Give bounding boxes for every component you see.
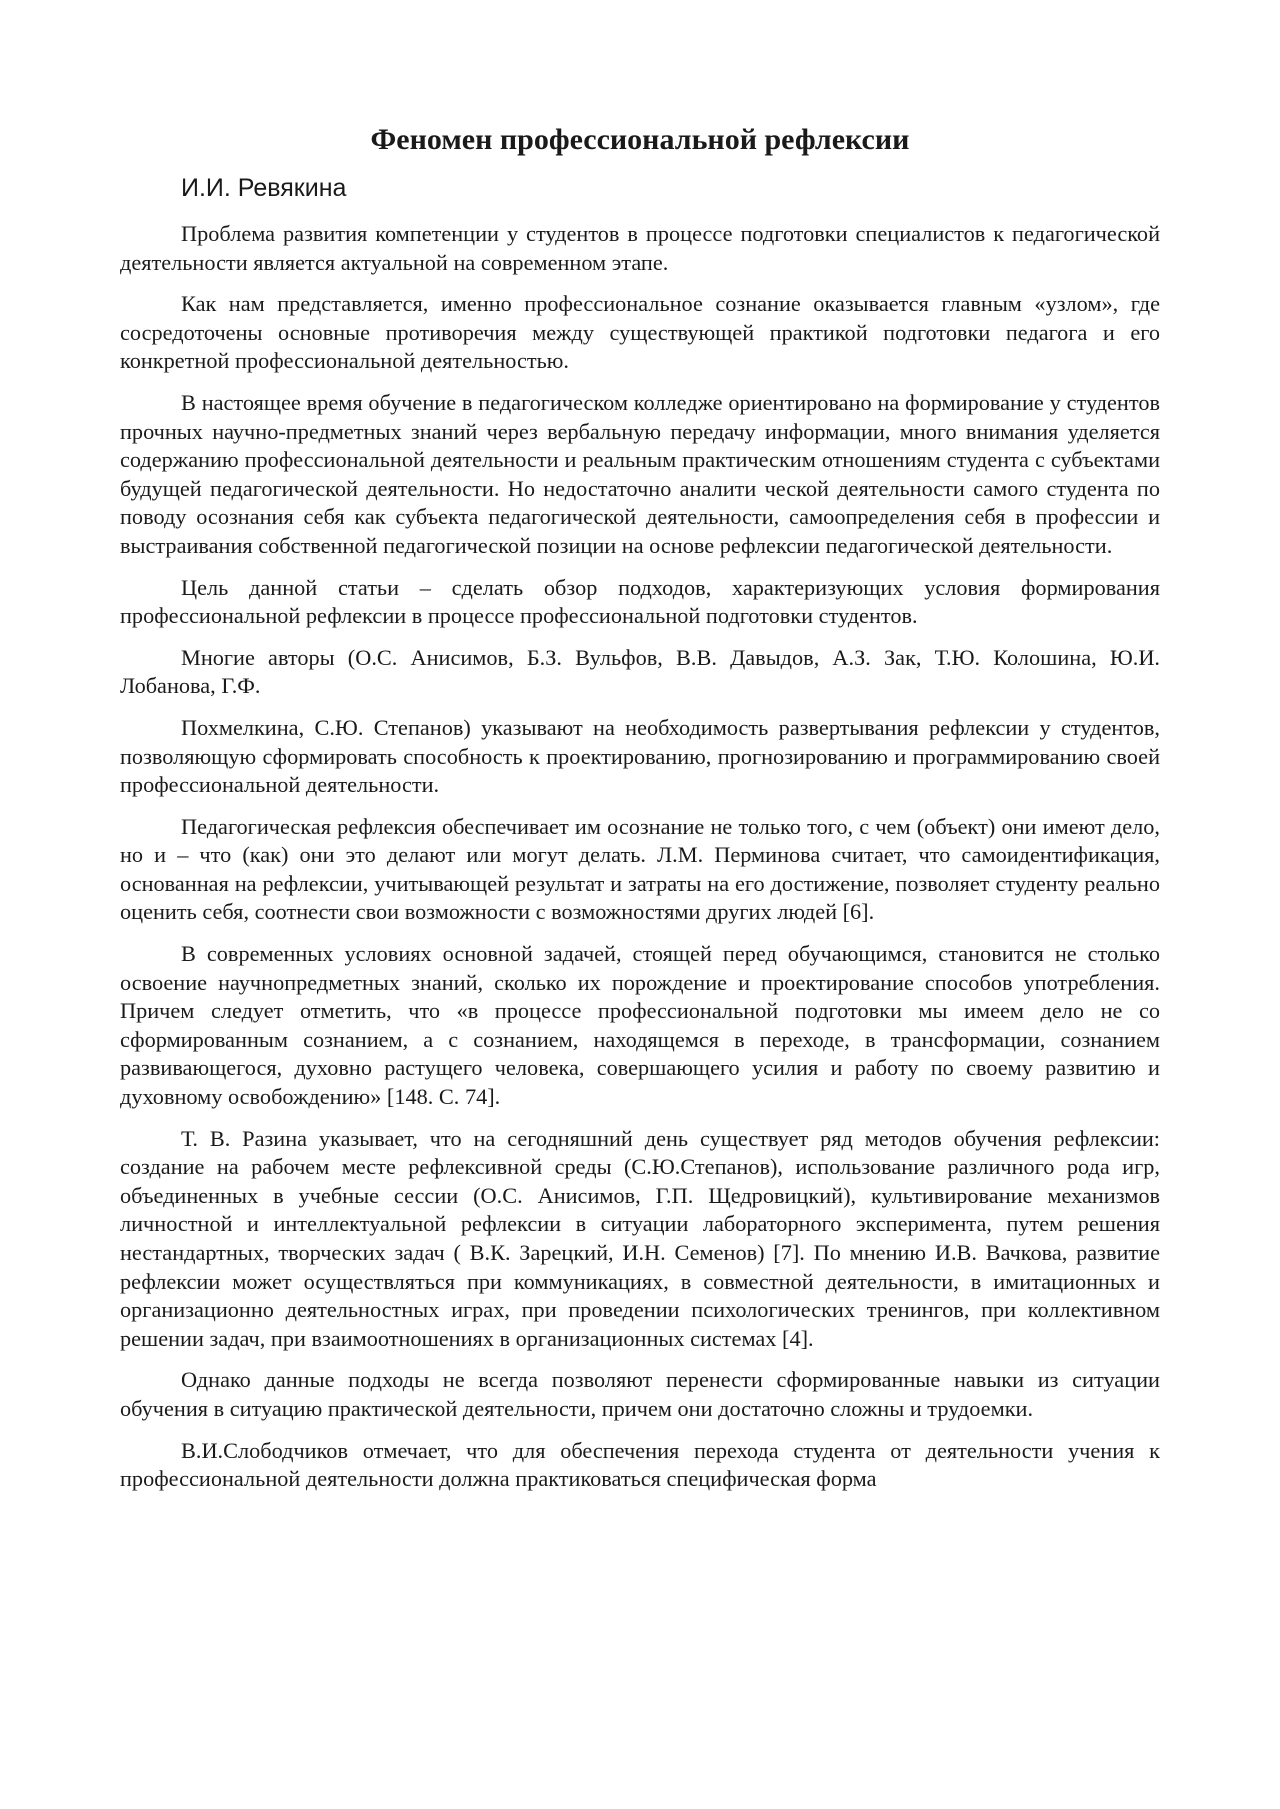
paragraph: Цель данной статьи – сделать обзор подходов, характеризующих условия формирования профессиональной рефлексии в процессе профессиональной подготовки студентов. <box>120 574 1160 629</box>
paragraph: Т. В. Разина указывает, что на сегодняшний день существует ряд методов обучения рефлексии: создание на рабочем месте рефлексивной среды (С.Ю.Степанов), использование различного рода игр, объединенных в учебные сессии (О.С. Анисимов, Г.П. Щедровицкий), культивирование механизмов личностной и интеллектуальной рефлексии в ситуации лабораторного эксперимента, путем решения нестандартных, творческих задач ( В.К. Зарецкий, И.Н. Семенов) [7]. По мнению И.В. Вачкова, развитие рефлексии может осуществляться при коммуникациях, в совместной деятельности, в имитационных и организационно деятельностных играх, при проведении психологических тренингов, при коллективном решении задач, при взаимоотношениях в организационных системах [4]. <box>120 1125 1160 1351</box>
document-title: Феномен профессиональной рефлексии <box>370 123 910 156</box>
paragraph: В современных условиях основной задачей, стоящей перед обучающимся, становится не столько освоение научнопредметных знаний, сколько их порождение и проектирование способов употребления. Причем следует отметить, что «в процессе профессиональной подготовки мы имеем дело не со сформированным сознанием, а с сознанием, находящемся в переходе, в трансформации, сознанием развивающегося, духовно растущего человека, совершающего усилия и работу по своему развитию и духовному освобождению» [148. С. 74]. <box>120 941 1160 1110</box>
paragraph: Проблема развития компетенции у студентов в процессе подготовки специалистов к педагогической деятельности является актуальной на современном этапе. <box>120 221 1160 275</box>
paragraph: В.И.Слободчиков отмечает, что для обеспечения перехода студента от деятельности учения к профессиональной деятельности должна практиковаться специфическая форма <box>120 1437 1160 1492</box>
paragraph: В настоящее время обучение в педагогическом колледже ориентировано на формирование у студентов прочных научно-предметных знаний через вербальную передачу информации, много внимания уделяется содержанию профессиональной деятельности и реальным практическим отношениям студента с субъектами будущей педагогической деятельности. Но недостаточно аналити ческой деятельности самого студента по поводу осознания себя как субъекта педагогической деятельности, самоопределения себя в профессии и выстраивания собственной педагогической позиции на основе рефлексии педагогической деятельности. <box>120 389 1160 558</box>
paragraph: Многие авторы (О.С. Анисимов, Б.З. Вульфов, В.В. Давыдов, А.З. Зак, Т.Ю. Колошина, Ю.И. Лобанова, Г.Ф. <box>120 644 1160 699</box>
paragraph: Похмелкина, С.Ю. Степанов) указывают на необходимость развертывания рефлексии у студентов, позволяющую сформировать способность к проектированию, прогнозированию и программированию своей профессиональной деятельности. <box>120 714 1160 798</box>
paragraph: Педагогическая рефлексия обеспечивает им осознание не только того, с чем (объект) они имеют дело, но и – что (как) они это делают или могут делать. Л.М. Перминова считает, что самоидентификация, основанная на рефлексии, учитывающей результат и затраты на его достижение, позволяет студенту реально оценить себя, соотнести свои возможности с возможностями других людей [6]. <box>120 813 1160 925</box>
paragraph: Однако данные подходы не всегда позволяют перенести сформированные навыки из ситуации обучения в ситуацию практической деятельности, причем они достаточно сложны и трудоемки. <box>120 1367 1160 1421</box>
author-name: И.И. Ревякина <box>181 174 347 202</box>
paragraph: Как нам представляется, именно профессиональное сознание оказывается главным «узлом», где сосредоточены основные противоречия между существующей практикой подготовки педагога и его конкретной профессиональной деятельностью. <box>120 291 1160 374</box>
